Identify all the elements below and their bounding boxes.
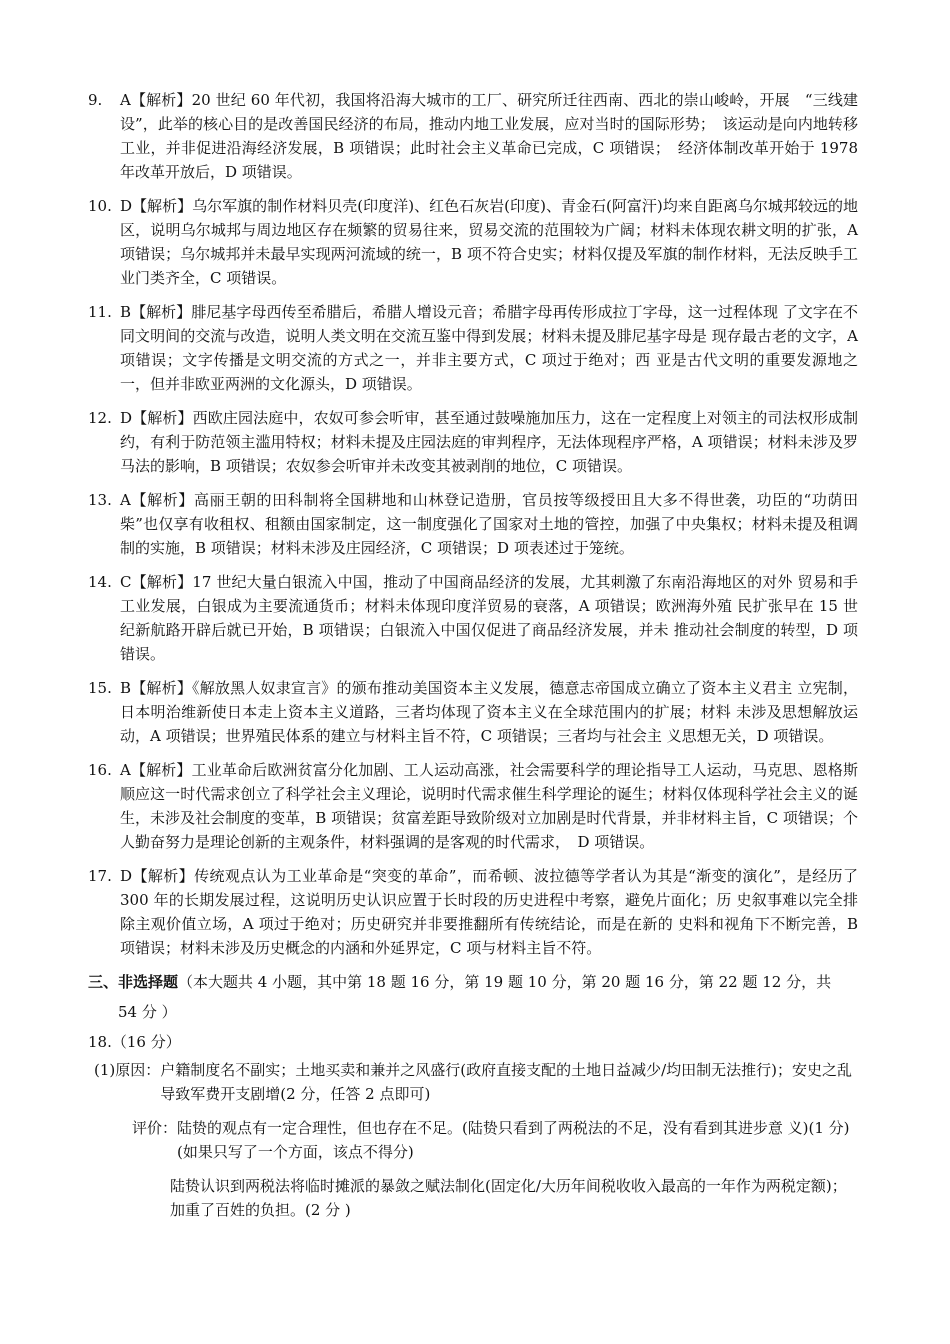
section-title: 三、非选择题 bbox=[88, 973, 179, 991]
answer-item-12 bbox=[88, 406, 858, 478]
item-number: 14. bbox=[88, 573, 112, 591]
item-number: 11. bbox=[88, 303, 112, 321]
answer-item-14 bbox=[88, 570, 858, 666]
section-description: （本大题共 4 小题，其中第 18 题 16 分，第 19 题 10 分，第 20 题 16 分，第 22 题 12 分，共 bbox=[178, 973, 832, 991]
part-label: (1)原因： bbox=[94, 1061, 161, 1079]
question-18-evaluation-detail: 陆贽认识到两税法将临时摊派的暴敛之赋法制化(固定化/大历年间税收收入最高的一年作为两税定额)；加重了百姓的负担。(2 分 ) bbox=[170, 1177, 847, 1219]
item-text: D【解析】传统观点认为工业革命是“突变的革命”，而希顿、波拉德等学者认为其是“渐变的演化”，是经历了 300 年的长期发展过程，这说明历史认识应置于长时段的历史进程中考察，避免片面化；历 史叙事难以完全排除主观价值立场，A 项过于绝对；历史研究并非要推翻所有传统结论，而是在新的 史料和视角下不断完善，B 项错误；材料未涉及历史概念的内涵和外延界定，C 项与材料主旨不符。 bbox=[120, 867, 858, 957]
item-number: 10. bbox=[88, 197, 112, 215]
item-text: A【解析】高丽王朝的田科制将全国耕地和山林登记造册，官员按等级授田且大多不得世袭，功臣的“功荫田柴”也仅享有收租权、租额由国家制定，这一制度强化了国家对土地的管控，加强了中央集权；材料未提及租调制的实施，B 项错误；材料未涉及庄园经济，C 项错误；D 项表述过于笼统。 bbox=[120, 491, 858, 557]
question-18-evaluation bbox=[88, 1116, 858, 1164]
item-number: 15. bbox=[88, 679, 112, 697]
answer-item-17 bbox=[88, 864, 858, 960]
item-text: B【解析】《解放黑人奴隶宣言》的颁布推动美国资本主义发展，德意志帝国成立确立了资本主义君主 立宪制，日本明治维新使日本走上资本主义道路，三者均体现了资本主义在全球范围内的扩展；材料 未涉及思想解放运动，A 项错误；世界殖民体系的建立与材料主旨不符，C 项错误；三者均与社会主 义思想无关，D 项错误。 bbox=[120, 679, 858, 745]
item-number: 16. bbox=[88, 761, 112, 779]
answer-item-9 bbox=[88, 88, 858, 184]
item-number: 12. bbox=[88, 409, 112, 427]
item-number: 9. bbox=[88, 91, 103, 109]
item-number: 17. bbox=[88, 867, 112, 885]
answer-item-11 bbox=[88, 300, 858, 396]
item-text: D【解析】乌尔军旗的制作材料贝壳(印度洋)、红色石灰岩(印度)、青金石(阿富汗)均来自距离乌尔城邦较远的地区，说明乌尔城邦与周边地区存在频繁的贸易往来，贸易交流的范围较为广阔；材料未体现农耕文明的扩张，A 项错误；乌尔城邦并未最早实现两河流域的统一，B 项不符合史实；材料仅提及军旗的制作材料，无法反映手工业门类齐全，C 项错误。 bbox=[120, 197, 858, 287]
section-heading bbox=[88, 970, 858, 994]
question-18-part-1 bbox=[88, 1058, 858, 1106]
answer-item-15 bbox=[88, 676, 858, 748]
item-text: B【解析】腓尼基字母西传至希腊后，希腊人增设元音；希腊字母再传形成拉丁字母，这一过程体现 了文字在不同文明间的交流与改造，说明人类文明在交流互鉴中得到发展；材料未提及腓尼基字母是 现存最古老的文字，A 项错误；文字传播是文明交流的方式之一，并非主要方式，C 项过于绝对；西 亚是古代文明的重要发源地之一，但并非欧亚两洲的文化源头，D 项错误。 bbox=[120, 303, 858, 393]
item-number: 13. bbox=[88, 491, 112, 509]
item-text: A【解析】20 世纪 60 年代初，我国将沿海大城市的工厂、研究所迁往西南、西北的崇山峻岭，开展 “三线建设”，此举的核心目的是改善国民经济的布局，推动内地工业发展，应对当时的国际形势； 该运动是向内地转移工业，并非促进沿海经济发展，B 项错误；此时社会主义革命已完成，C 项错误； 经济体制改革开始于 1978 年改革开放后，D 项错误。 bbox=[120, 91, 858, 181]
evaluation-label: 评价： bbox=[132, 1119, 178, 1137]
question-18-header: 18.（16 分） bbox=[88, 1033, 181, 1051]
part-text: 户籍制度名不副实；土地买卖和兼并之风盛行(政府直接支配的土地日益减少/均田制无法推行)；安史之乱导致军费开支剧增(2 分，任答 2 点即可) bbox=[160, 1061, 853, 1103]
answer-item-16 bbox=[88, 758, 858, 854]
answer-list bbox=[88, 88, 858, 960]
answer-item-13 bbox=[88, 488, 858, 560]
item-text: D【解析】西欧庄园法庭中，农奴可参会听审，甚至通过鼓噪施加压力，这在一定程度上对领主的司法权形成制约，有利于防范领主滥用特权；材料未提及庄园法庭的审判程序，无法体现程序严格，A 项错误；材料未涉及罗马法的影响，B 项错误；农奴参会听审并未改变其被剥削的地位，C 项错误。 bbox=[120, 409, 858, 475]
item-text: C【解析】17 世纪大量白银流入中国，推动了中国商品经济的发展，尤其刺激了东南沿海地区的对外 贸易和手工业发展，白银成为主要流通货币；材料未体现印度洋贸易的衰落，A 项错误；欧洲海外殖 民扩张早在 15 世纪新航路开辟后就已开始，B 项错误；白银流入中国仅促进了商品经济发展，并未 推动社会制度的转型，D 项错误。 bbox=[120, 573, 858, 663]
item-text: A【解析】工业革命后欧洲贫富分化加剧、工人运动高涨，社会需要科学的理论指导工人运动，马克思、恩格斯顺应这一时代需求创立了科学社会主义理论，说明时代需求催生科学理论的诞生；材料仅体现科学社会主义的诞生，未涉及社会制度的变革，B 项错误；贫富差距导致阶级对立加剧是时代背景，并非材料主旨，C 项错误；个人勤奋努力是理论创新的主观条件，材料强调的是客观的时代需求， D 项错误。 bbox=[120, 761, 858, 851]
section-description-continued: 54 分 ） bbox=[118, 1003, 177, 1021]
answer-item-10 bbox=[88, 194, 858, 290]
evaluation-text: 陆贽的观点有一定合理性，但也存在不足。(陆贽只看到了两税法的不足，没有看到其进步意 义)(1 分)(如果只写了一个方面，该点不得分) bbox=[177, 1119, 850, 1161]
